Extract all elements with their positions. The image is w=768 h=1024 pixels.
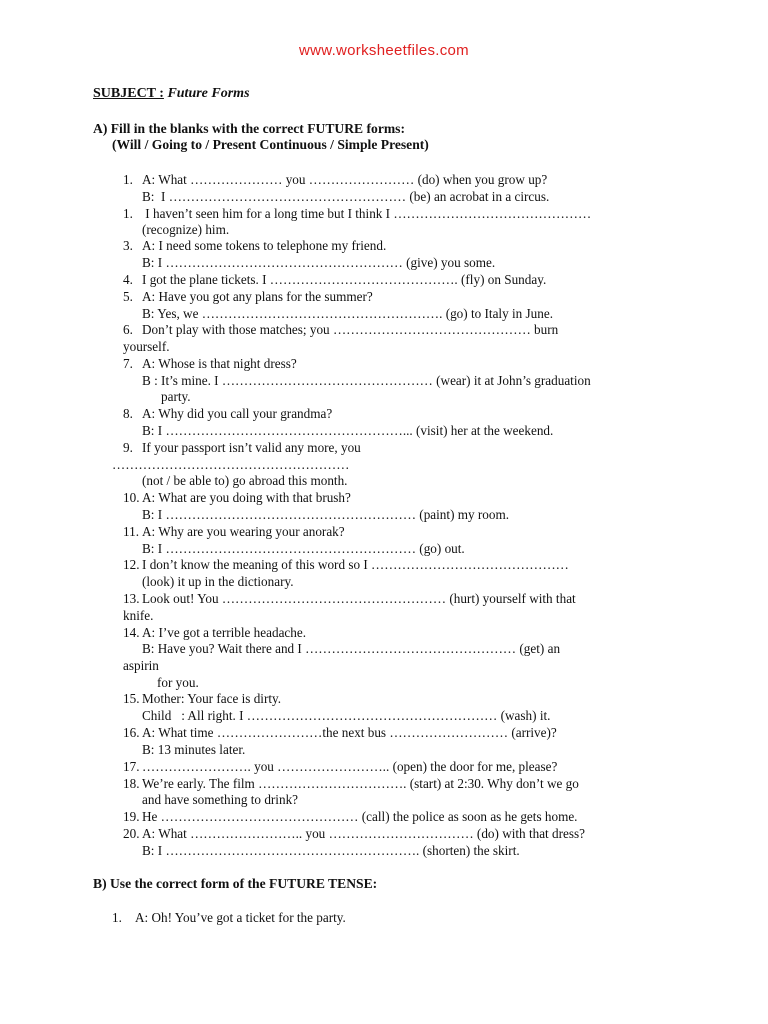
exercise-line: knife. — [123, 608, 154, 623]
item-number: 14. — [123, 625, 140, 640]
exercise-line: I haven’t seen him for a long time but I think I ……………………………………… — [142, 206, 592, 221]
exercise-line: B: 13 minutes later. — [142, 742, 246, 757]
item-number: 20. — [123, 826, 140, 841]
section-a-title: A) Fill in the blanks with the correct FUTURE forms: — [93, 121, 405, 136]
exercise-line: A: Oh! You’ve got a ticket for the party. — [135, 910, 346, 925]
exercise-line: B: I ………………………………………………... (visit) her at the weekend. — [142, 423, 554, 438]
item-number: 13. — [123, 591, 140, 606]
item-number: 5. — [123, 289, 133, 304]
item-number: 18. — [123, 776, 140, 791]
exercise-line: I don’t know the meaning of this word so I ……………………………………… — [142, 557, 569, 572]
subject-label: SUBJECT : — [93, 86, 164, 101]
subject-line — [93, 86, 250, 102]
item-number: 1. — [123, 172, 133, 187]
exercise-line: A: Why did you call your grandma? — [142, 406, 333, 421]
item-number: 10. — [123, 490, 140, 505]
exercise-line: B: I ……………………………………………… (give) you some. — [142, 255, 496, 270]
item-number: 19. — [123, 809, 140, 824]
section-a-subtitle: (Will / Going to / Present Continuous / Simple Present) — [112, 137, 429, 152]
exercise-line: (look) it up in the dictionary. — [142, 574, 294, 589]
exercise-line: ……………………………………………… — [112, 457, 350, 472]
exercise-line: Don’t play with those matches; you ……………………………………… burn — [142, 322, 559, 337]
item-number: 1. — [123, 206, 133, 221]
item-number: 9. — [123, 440, 133, 455]
exercise-line: If your passport isn’t valid any more, you — [142, 440, 361, 455]
exercise-line: A: Have you got any plans for the summer? — [142, 289, 373, 304]
exercise-line: for you. — [157, 675, 199, 690]
exercise-line: A: What ………………… you …………………… (do) when you grow up? — [142, 172, 548, 187]
item-number: 16. — [123, 725, 140, 740]
item-number: 3. — [123, 238, 133, 253]
item-number: 17. — [123, 759, 140, 774]
exercise-line: We’re early. The film ……………………………. (start) at 2:30. Why don’t we go — [142, 776, 579, 791]
item-number: 15. — [123, 691, 140, 706]
exercise-line: A: What are you doing with that brush? — [142, 490, 351, 505]
exercise-line: B : It’s mine. I ………………………………………… (wear) it at John’s graduation — [142, 373, 591, 388]
section-b-title: B) Use the correct form of the FUTURE TENSE: — [93, 876, 378, 891]
exercise-line: A: Whose is that night dress? — [142, 356, 297, 371]
exercise-line: (not / be able to) go abroad this month. — [142, 473, 348, 488]
item-number: 6. — [123, 322, 133, 337]
subject-value: Future Forms — [167, 86, 250, 101]
exercise-line: and have something to drink? — [142, 792, 299, 807]
exercise-line: He ……………………………………… (call) the police as soon as he gets home. — [142, 809, 578, 824]
exercise-line: B: Yes, we ………………………………………………. (go) to Italy in June. — [142, 306, 554, 321]
exercise-line: B: I …………………………………………………. (shorten) the skirt. — [142, 843, 520, 858]
item-number: 11. — [123, 524, 139, 539]
exercise-line: A: What …………………….. you …………………………… (do) with that dress? — [142, 826, 585, 841]
exercise-line: B: I ………………………………………………… (paint) my room. — [142, 507, 510, 522]
exercise-line: A: What time ……………………the next bus ……………………… (arrive)? — [142, 725, 557, 740]
item-number: 1. — [112, 910, 122, 925]
exercise-line: yourself. — [123, 339, 170, 354]
exercise-line: Look out! You …………………………………………… (hurt) yourself with that — [142, 591, 576, 606]
exercise-line: party. — [161, 389, 191, 404]
exercise-line: aspirin — [123, 658, 159, 673]
site-url-header: www.worksheetfiles.com — [299, 42, 469, 59]
exercise-line: B: I ……………………………………………… (be) an acrobat in a circus. — [142, 189, 550, 204]
exercise-line: B: I ………………………………………………… (go) out. — [142, 541, 465, 556]
item-number: 7. — [123, 356, 133, 371]
exercise-line: Child : All right. I ………………………………………………… (wash) it. — [142, 708, 551, 723]
exercise-line: ……………………. you …………………….. (open) the door for me, please? — [142, 759, 558, 774]
exercise-line: A: I need some tokens to telephone my friend. — [142, 238, 387, 253]
exercise-line: I got the plane tickets. I ……………………………………. (fly) on Sunday. — [142, 272, 547, 287]
exercise-line: A: I’ve got a terrible headache. — [142, 625, 307, 640]
item-number: 8. — [123, 406, 133, 421]
exercise-line: (recognize) him. — [142, 222, 230, 237]
exercise-line: B: Have you? Wait there and I ………………………………………… (get) an — [142, 641, 561, 656]
exercise-line: A: Why are you wearing your anorak? — [142, 524, 345, 539]
item-number: 4. — [123, 272, 133, 287]
item-number: 12. — [123, 557, 140, 572]
exercise-line: Mother: Your face is dirty. — [142, 691, 282, 706]
